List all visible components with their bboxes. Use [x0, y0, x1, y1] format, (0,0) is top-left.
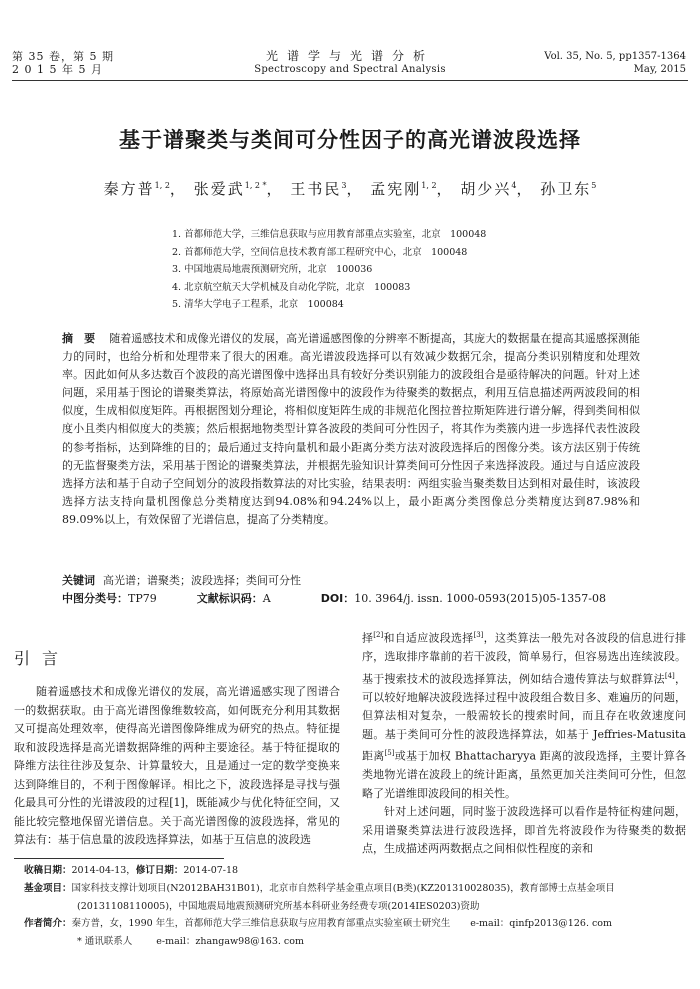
- clc-value: TP79: [128, 592, 157, 605]
- journal-citation: [544, 50, 686, 76]
- author: 孙卫东$^5$: [540, 180, 597, 198]
- classification-line: [62, 590, 606, 608]
- citation-ref[interactable]: [4]: [664, 671, 675, 680]
- doi-label: DOI：: [320, 592, 355, 605]
- section-heading-introduction: 引言: [14, 649, 71, 668]
- keywords-label: 关键词: [62, 574, 95, 587]
- right-paragraph-2: 针对上述问题，同时鉴于波段选择可以看作是特征构建问题，采用谱聚类算法进行波段选择，即首先将波段作为待聚类的数据点，生成描述两两数据点之间相似性程度的亲和: [362, 805, 686, 856]
- header-rule: [12, 80, 688, 81]
- author: 秦方普$^{1, 2}$，: [103, 180, 187, 198]
- citation-ref[interactable]: [5]: [384, 749, 395, 758]
- doc-code-value: A: [262, 592, 271, 605]
- affiliation: 2. 首都师范大学，空间信息技术教育部工程研究中心，北京 100048: [172, 246, 468, 258]
- left-column-paragraph: 随着遥感技术和成像光谱仪的发展，高光谱遥感实现了图谱合一的数据获取。由于高光谱图像维数较高，如何既充分利用其数据又可提高处理效率，使得高光谱图像降维成为研究的热点。特征提取和波段选择是高光谱数据降维的两种主要途径。基于特征提取的降维方法往往涉及复杂、计算量较大，且是通过一定的数学变换来达到降维目的，不利于图像解译。相比之下，波段选择是寻找与强化最具可分性的光谱波段的过程[1]，既能减少与优化特征空间，又能比较完整地保留光谱信息。关于高光谱图像的波段选择，常见的算法有：基于信息量的波段选择算法，如基于互信息的波段选: [14, 685, 340, 846]
- affiliation: 5. 清华大学电子工程系，北京 100084: [172, 299, 344, 311]
- corresponding-email[interactable]: e-mail：zhangaw98@163. com: [156, 936, 304, 948]
- keywords-text: 高光谱；谱聚类；波段选择；类间可分性: [103, 574, 301, 587]
- affiliation: 3. 中国地震局地震预测研究所，北京 100036: [172, 264, 373, 276]
- right-paragraph-1: 择[2]和自适应波段选择[3]，这类算法一般先对各波段的信息进行排序，选取排序靠前的若干波段，简单易行，但容易选出连续波段。基于搜索技术的波段选择算法，例如结合遗传算法与蚁群算法[4]，可以较好地解决波段选择过程中波段组合数目多、难遍历的问题，但算法相对复杂，一般需较长的搜索时间，而且存在收敛速度问题。基于类间可分性的波段选择算法，如基于 Jeffries-Matusita 距离[5]或基于加权 Bhattacharyya 距离的波段选择，主要计算各类地物光谱在波段上的统计距离，虽然更加关注类间可分性，但忽略了光谱维即波段间的相关性。: [362, 631, 687, 800]
- doi-value: 10. 3964/j. issn. 1000-0593(2015)05-1357-08: [354, 592, 606, 605]
- author-bio: 作者简介：秦方普，女，1990 年生，首都师范大学三维信息获取与应用教育部重点实验室硕士研究生 e-mail：qinfp2013@126. com: [24, 918, 613, 930]
- keywords: [62, 572, 301, 590]
- author-list: [0, 178, 700, 199]
- volume-issue: 第 35 卷，第 5 期: [12, 50, 114, 63]
- doc-code-label: 文献标识码：: [196, 592, 263, 605]
- funding-line: 基金项目：国家科技支撑计划项目(N2012BAH31B01)，北京市自然科学基金重点项目(B类)(KZ201310028035)，教育部博士点基金项目: [24, 882, 615, 894]
- citation-ref[interactable]: [3]: [473, 631, 484, 639]
- author: 孟宪刚$^{1, 2}$，: [370, 180, 454, 198]
- journal-title-en: Spectroscopy and Spectral Analysis: [254, 64, 446, 75]
- abstract-label: 摘 要: [62, 332, 96, 345]
- volume-pages: Vol. 35, No. 5, pp1357-1364: [544, 51, 686, 62]
- paper-title: 基于谱聚类与类间可分性因子的高光谱波段选择: [119, 128, 581, 152]
- citation-ref[interactable]: [2]: [373, 631, 384, 639]
- affiliation-list: [172, 226, 486, 314]
- journal-title-cn: 光谱学与光谱分析: [265, 49, 434, 63]
- dates-line: 收稿日期：2014-04-13，修订日期：2014-07-18: [24, 865, 239, 876]
- affiliation: 4. 北京航空航天大学机械及自动化学院，北京 100083: [172, 281, 411, 293]
- footnotes: [24, 862, 694, 951]
- author: 张爱武$^{1, 2 *}$，: [193, 180, 284, 198]
- funding-line-cont: (20131108110005)，中国地震局地震预测研究所基本科研业务经费专项(2014IES0203)资助: [77, 900, 480, 912]
- author-email[interactable]: e-mail：qinfp2013@126. com: [470, 918, 613, 930]
- clc-label: 中图分类号：: [62, 592, 128, 605]
- affiliation: 1. 首都师范大学，三维信息获取与应用教育部重点实验室，北京 100048: [172, 229, 487, 240]
- author: 胡少兴$^4$，: [460, 180, 534, 198]
- abstract: [62, 330, 640, 529]
- publication-date: May, 2015: [633, 64, 686, 75]
- author: 王书民$^3$，: [290, 180, 364, 198]
- issue-date: 2 0 1 5 年 5 月: [12, 63, 103, 76]
- footnote-rule: [14, 858, 224, 859]
- abstract-text: 随着遥感技术和成像光谱仪的发展，高光谱遥感图像的分辨率不断提高，其庞大的数据量在提高其遥感探测能力的同时，也给分析和处理带来了很大的困难。高光谱波段选择可以有效减少数据冗余，提高分类识别精度和处理效率。因此如何从多达数百个波段的高光谱图像中选择出具有较好分类识别能力的波段组合是亟待解决的问题。针对上述问题，采用基于图论的谱聚类算法，将原始高光谱图像中的波段作为待聚类的数据点，利用互信息描述两两波段间的相似度，生成相似度矩阵。再根据图划分理论，将相似度矩阵生成的非规范化图拉普拉斯矩阵进行谱分解，得到类间相似度小且类内相似度大的类簇；然后根据地物类型计算各波段的类间可分性因子，将其作为类簇内进一步选择代表性波段的参考指标，达到降维的目的；最后通过支持向量机和最小距离分类方法对波段选择后的图像分类。该方法区别于传统的无监督聚类方法，采用基于图论的谱聚类算法，并根据先验知识计算类间可分性因子来选择波段。通过与自适应波段选择方法和基于自动子空间划分的波段指数算法的对比实验，结果表明：两组实验当聚类数目达到相对最佳时，该波段选择方法支持向量机图像总分类精度达到94.08%和94.24%以上，最小距离分类图像总分类精度达到87.98%和89.09%以上，有效保留了光谱信息，提高了分类精度。: [62, 332, 641, 526]
- right-column: [362, 626, 686, 859]
- corresponding-author: * 通讯联系人 e-mail：zhangaw98@163. com: [77, 936, 304, 948]
